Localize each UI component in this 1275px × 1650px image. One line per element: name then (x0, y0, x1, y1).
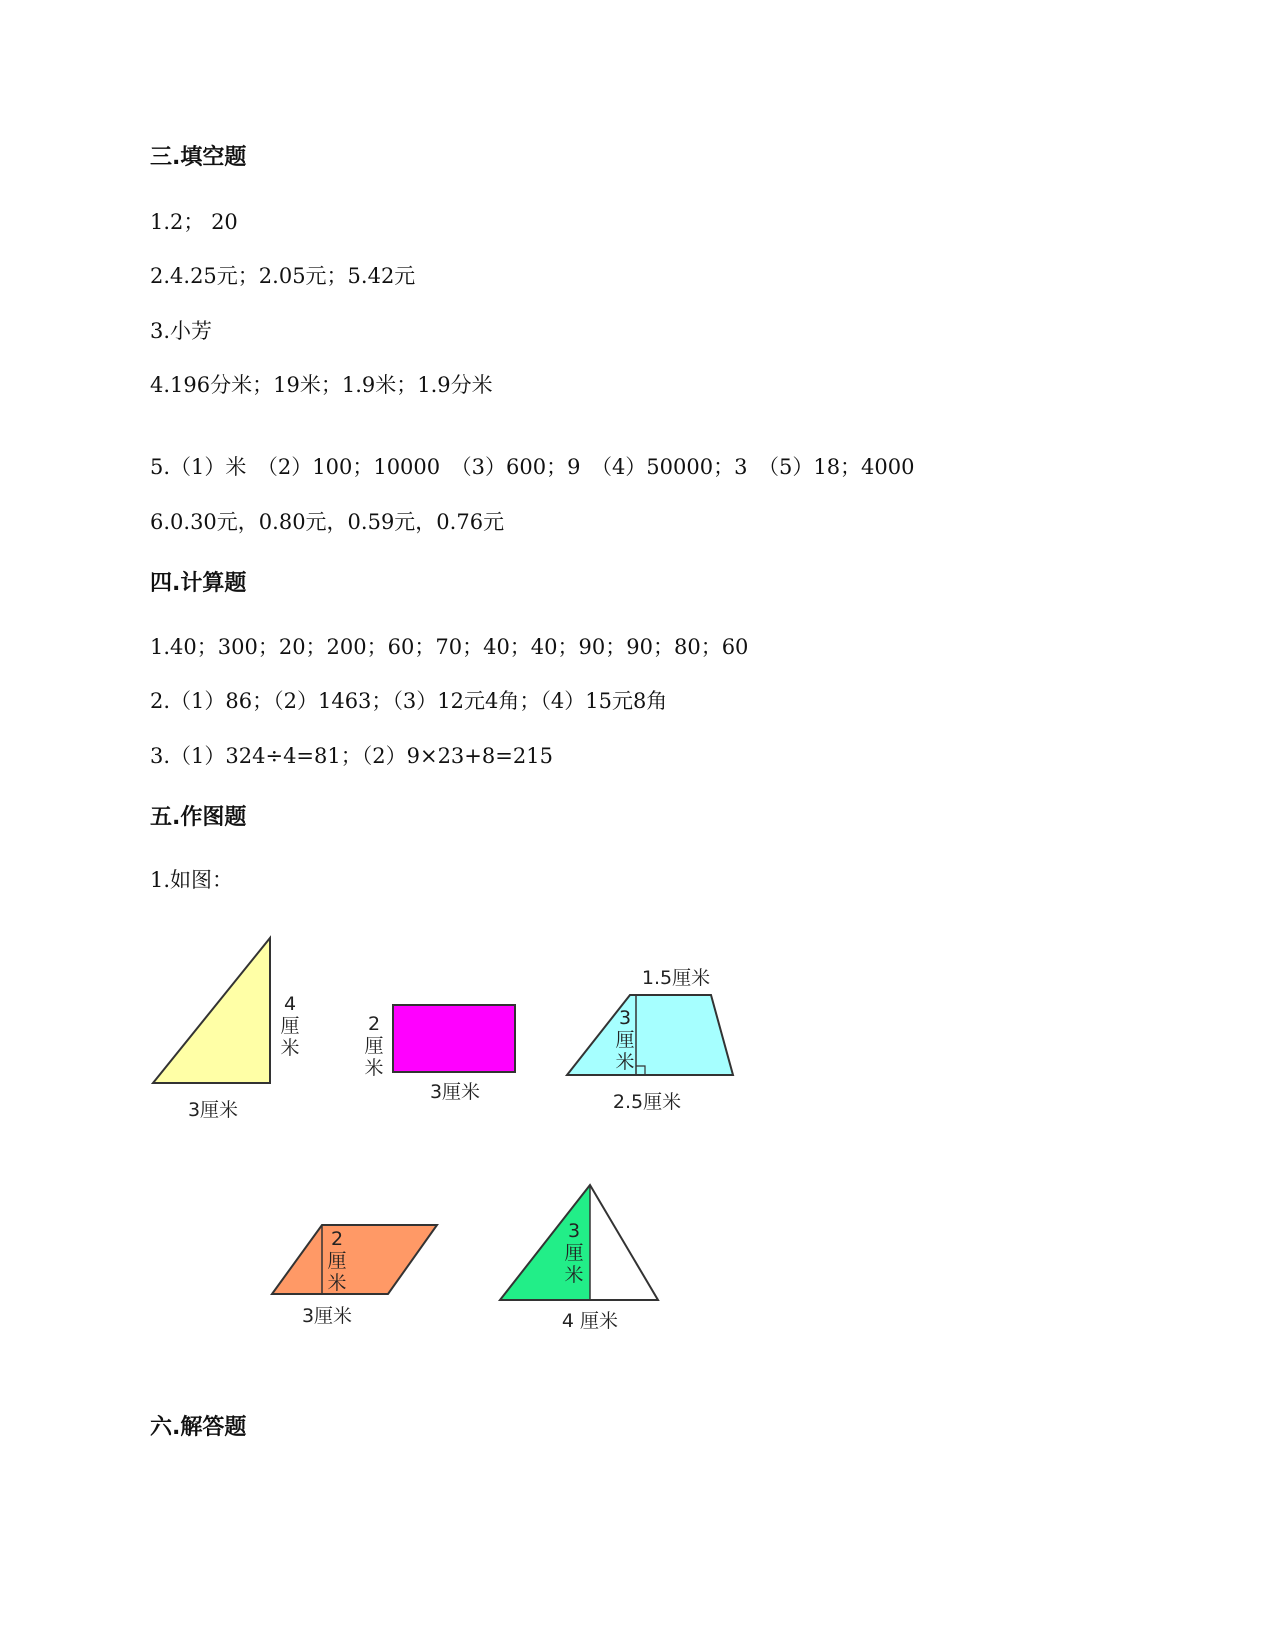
parallelogram-height-label: 2 (330, 1228, 344, 1250)
triangle-base-label: 3厘米 (187, 1099, 239, 1121)
trapezoid-height-label: 厘 (615, 1029, 635, 1051)
parallelogram-base-label: 3厘米 (301, 1305, 353, 1327)
answer-line: 2.（1）86；（2）1463；（3）12元4角；（4）15元8角 (150, 689, 668, 713)
rect-height-label: 厘 (364, 1035, 384, 1057)
answer-line: 1.如图： (150, 868, 234, 892)
section-title-calculation: 四.计算题 (150, 571, 247, 596)
parallelogram-height-label: 厘 (327, 1250, 347, 1272)
trapezoid-top-label: 1.5厘米 (641, 967, 711, 989)
section-title-fill-blank: 三.填空题 (150, 145, 247, 170)
triangle-height-label: 米 (280, 1037, 300, 1059)
triangle2-height-label: 米 (564, 1264, 584, 1286)
yellow-right-triangle (153, 938, 270, 1083)
triangle-height-label: 4 (283, 993, 297, 1015)
parallelogram-height-label: 米 (327, 1272, 347, 1294)
answer-line: 3.小芳 (150, 319, 213, 343)
triangle2-height-label: 3 (567, 1220, 581, 1242)
trapezoid-height-label: 3 (618, 1007, 632, 1029)
triangle2-height-label: 厘 (564, 1242, 584, 1264)
triangle-height-label: 厘 (280, 1015, 300, 1037)
answer-line: 4.196分米；19米；1.9米；1.9分米 (150, 373, 493, 397)
answer-line: 2.4.25元；2.05元；5.42元 (150, 264, 416, 288)
answer-line: 5.（1）米 （2）100；10000 （3）600；9 （4）50000；3 （5）18；4000 (150, 455, 915, 479)
magenta-rectangle (393, 1005, 515, 1072)
section-title-drawing: 五.作图题 (150, 805, 247, 830)
trapezoid-height-label: 米 (615, 1051, 635, 1073)
answer-line: 6.0.30元，0.80元，0.59元，0.76元 (150, 510, 505, 534)
rect-height-label: 2 (367, 1013, 381, 1035)
rect-base-label: 3厘米 (429, 1081, 481, 1103)
answer-line: 1.2； 20 (150, 210, 238, 234)
answer-line: 1.40；300；20；200；60；70；40；40；90；90；80；60 (150, 635, 749, 659)
orange-parallelogram (272, 1225, 437, 1294)
trapezoid-base-label: 2.5厘米 (612, 1091, 682, 1113)
section-title-solution: 六.解答题 (150, 1415, 247, 1440)
cyan-trapezoid (567, 995, 733, 1075)
triangle2-base-label: 4 厘米 (561, 1310, 619, 1332)
answer-line: 3.（1）324÷4=81；（2）9×23+8=215 (150, 744, 553, 768)
rect-height-label: 米 (364, 1057, 384, 1079)
